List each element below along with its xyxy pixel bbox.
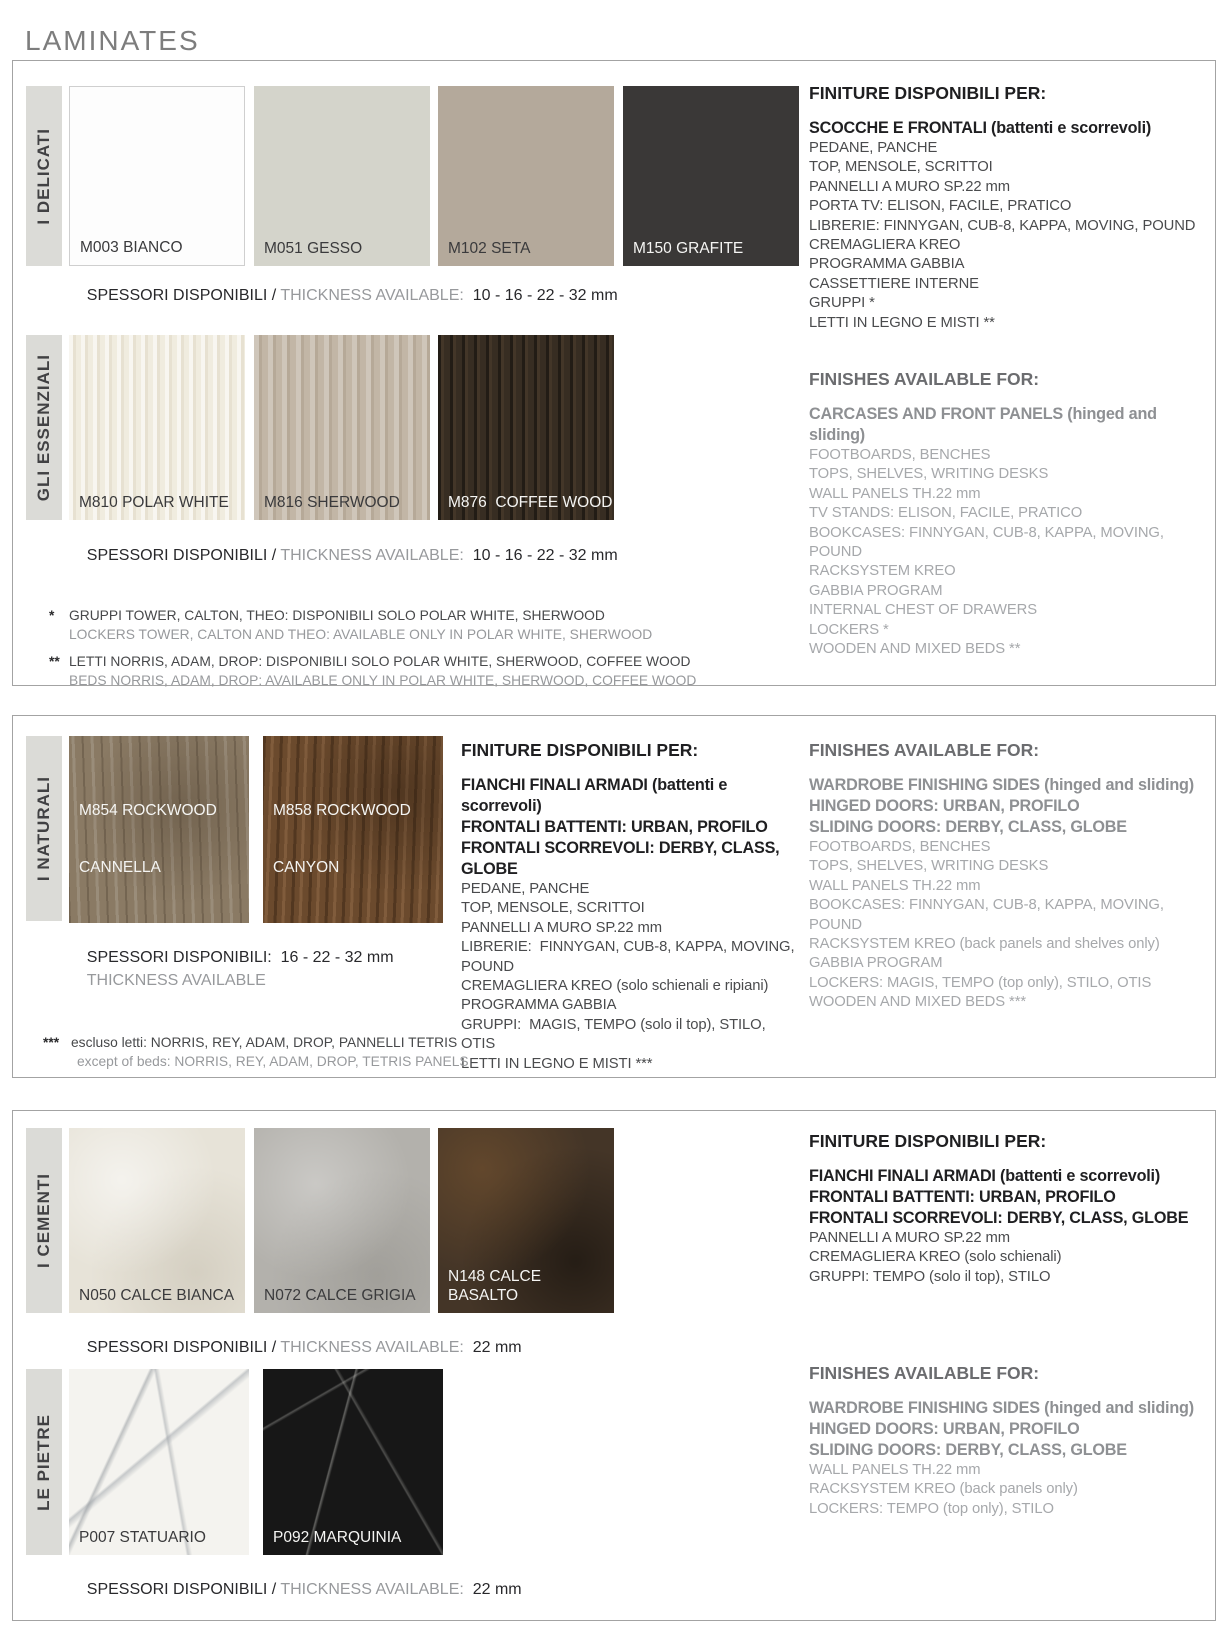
finiture-list (461, 775, 801, 1074)
thickness-label-en: THICKNESS AVAILABLE: (280, 1339, 473, 1356)
finiture-line: CREMAGLIERA KREO (solo schienali) (809, 1249, 1062, 1266)
thickness-label-it: SPESSORI DISPONIBILI / (86, 287, 281, 304)
category-label-pietre (26, 1369, 62, 1555)
finishes-line: LOCKERS: TEMPO (top only), STILO (809, 1500, 1054, 1517)
category-label-text: GLI ESSENZIALI (34, 353, 53, 502)
swatch-label: M854 ROCKWOOD CANNELLA (79, 802, 217, 876)
finiture-line: FIANCHI FINALI ARMADI (battenti e scorrevoli) (809, 1167, 1161, 1185)
thickness-label-it: SPESSORI DISPONIBILI: (86, 949, 281, 966)
swatch-label: N050 CALCE BIANCA (79, 1287, 235, 1304)
finishes-line: TV STANDS: ELISON, FACILE, PRATICO (809, 505, 1083, 522)
swatch-n148-calce-basalto (438, 1128, 614, 1313)
finishes-line: GABBIA PROGRAM (809, 582, 943, 599)
finishes-line: BOOKCASES: FINNYGAN, CUB-8, KAPPA, MOVING, POUND (809, 897, 1168, 933)
finiture-line: GRUPPI * (809, 295, 875, 312)
finiture-line: CASSETTIERE INTERNE (809, 275, 979, 292)
finishes-line: WALL PANELS TH.22 mm (809, 485, 981, 502)
swatch-m003-bianco (69, 86, 245, 266)
finishes-line: WARDROBE FINISHING SIDES (hinged and sliding) (809, 1399, 1194, 1417)
thickness-row-essenziali (69, 529, 618, 583)
thickness-row-cementi (69, 1321, 522, 1375)
swatch-m858-rockwood-canyon (263, 736, 443, 923)
finishes-line: RACKSYSTEM KREO (back panels only) (809, 1481, 1078, 1498)
finiture-line: LETTI IN LEGNO E MISTI ** (809, 314, 995, 331)
finiture-line: PANNELLI A MURO SP.22 mm (809, 1230, 1010, 1246)
finishes-line: LOCKERS * (809, 621, 889, 638)
swatch-label: M858 ROCKWOOD CANYON (273, 802, 411, 876)
section-naturali (12, 715, 1216, 1078)
finiture-heading: FINITURE DISPONIBILI PER: (809, 1131, 1047, 1151)
finiture-line: FRONTALI BATTENTI: URBAN, PROFILO (461, 818, 768, 836)
finiture-line: PANNELLI A MURO SP.22 mm (809, 178, 1010, 195)
category-label-delicati (26, 86, 62, 266)
footnote-double-asterisk (49, 653, 697, 690)
swatch-m051-gesso (254, 86, 430, 266)
finishes-line: FOOTBOARDS, BENCHES (809, 447, 991, 463)
swatch-label: M051 GESSO (264, 240, 363, 257)
footnote-text-it: LETTI NORRIS, ADAM, DROP: DISPONIBILI SOLO POLAR WHITE, SHERWOOD, COFFEE WOOD (69, 654, 691, 669)
swatch-n072-calce-grigia (254, 1128, 430, 1313)
finiture-line: FRONTALI BATTENTI: URBAN, PROFILO (809, 1188, 1116, 1206)
swatch-label: P092 MARQUINIA (273, 1529, 402, 1546)
thickness-values: 10 - 16 - 22 - 32 mm (472, 287, 618, 304)
category-label-text: I DELICATI (34, 127, 53, 225)
swatch-label: N072 CALCE GRIGIA (264, 1287, 416, 1304)
finishes-heading: FINISHES AVAILABLE FOR: (809, 740, 1040, 760)
swatch-label: M876 COFFEE WOOD (448, 494, 613, 511)
thickness-row-pietre (69, 1563, 522, 1617)
thickness-label-en: THICKNESS AVAILABLE (86, 972, 266, 989)
finishes-line: TOPS, SHELVES, WRITING DESKS (809, 858, 1049, 875)
thickness-row-delicati (69, 269, 618, 323)
finiture-line: PEDANE, PANCHE (461, 881, 590, 897)
finishes-line: WOODEN AND MIXED BEDS *** (809, 994, 1027, 1011)
finishes-line: SLIDING DOORS: DERBY, CLASS, GLOBE (809, 1441, 1127, 1459)
finiture-list (809, 1166, 1213, 1287)
swatch-label: N148 CALCE BASALTO (448, 1268, 546, 1304)
thickness-row-naturali-en (69, 954, 266, 1008)
finiture-line: FRONTALI SCORREVOLI: DERBY, CLASS, GLOBE (809, 1209, 1189, 1227)
finishes-heading: FINISHES AVAILABLE FOR: (809, 1363, 1040, 1383)
finiture-heading: FINITURE DISPONIBILI PER: (461, 740, 699, 760)
finiture-line: PROGRAMMA GABBIA (461, 997, 617, 1014)
section-delicati-essenziali (12, 60, 1216, 686)
swatch-m816-sherwood (254, 335, 430, 520)
finishes-line: TOPS, SHELVES, WRITING DESKS (809, 466, 1049, 483)
finishes-line: CARCASES AND FRONT PANELS (hinged and sliding) (809, 405, 1162, 444)
finiture-heading: FINITURE DISPONIBILI PER: (809, 83, 1047, 103)
finiture-line: CREMAGLIERA KREO (solo schienali e ripiani) (461, 978, 769, 995)
finishes-line: BOOKCASES: FINNYGAN, CUB-8, KAPPA, MOVING, POUND (809, 524, 1168, 561)
footnote-text-en: BEDS NORRIS, ADAM, DROP: AVAILABLE ONLY IN POLAR WHITE, SHERWOOD, COFFEE WOOD (69, 672, 697, 688)
footnote-single-asterisk (49, 607, 653, 644)
category-label-text: LE PIETRE (34, 1413, 53, 1511)
swatch-label: P007 STATUARIO (79, 1529, 206, 1546)
finishes-line: RACKSYSTEM KREO (809, 563, 956, 580)
finiture-line: PEDANE, PANCHE (809, 140, 938, 156)
finiture-line: FRONTALI SCORREVOLI: DERBY, CLASS, GLOBE (461, 839, 784, 878)
finiture-list (809, 118, 1213, 333)
finishes-line: RACKSYSTEM KREO (back panels and shelves only) (809, 936, 1160, 953)
category-label-naturali (26, 736, 62, 921)
category-label-cementi (26, 1128, 62, 1313)
finiture-line: LIBRERIE: FINNYGAN, CUB-8, KAPPA, MOVING, POUND (809, 217, 1196, 234)
page-title: LAMINATES (25, 24, 200, 56)
finiture-line: TOP, MENSOLE, SCRITTOI (461, 900, 645, 917)
finishes-line: WARDROBE FINISHING SIDES (hinged and sliding) (809, 776, 1194, 794)
finiture-line: CREMAGLIERA KREO (809, 237, 961, 254)
swatch-m102-seta (438, 86, 614, 266)
finishes-line: INTERNAL CHEST OF DRAWERS (809, 602, 1037, 619)
thickness-label-it: SPESSORI DISPONIBILI / (86, 547, 281, 564)
thickness-label-en: THICKNESS AVAILABLE: (280, 287, 473, 304)
swatch-m854-rockwood-cannella (69, 736, 249, 923)
finiture-line: LIBRERIE: FINNYGAN, CUB-8, KAPPA, MOVING, POUND (461, 939, 799, 975)
swatch-label: M816 SHERWOOD (264, 494, 400, 511)
finishes-line: WOODEN AND MIXED BEDS ** (809, 641, 1021, 658)
finishes-line: WALL PANELS TH.22 mm (809, 877, 981, 894)
finiture-line: TOP, MENSOLE, SCRITTOI (809, 159, 993, 176)
finishes-list (809, 775, 1213, 1013)
finiture-line: GRUPPI: TEMPO (solo il top), STILO (809, 1268, 1051, 1285)
category-label-text: I NATURALI (34, 775, 53, 882)
swatch-n050-calce-bianca (69, 1128, 245, 1313)
thickness-label-it: SPESSORI DISPONIBILI / (86, 1581, 281, 1598)
finiture-line: PANNELLI A MURO SP.22 mm (461, 919, 662, 936)
thickness-values: 22 mm (472, 1581, 522, 1598)
finishes-list (809, 404, 1213, 659)
footnote-text-it: GRUPPI TOWER, CALTON, THEO: DISPONIBILI SOLO POLAR WHITE, SHERWOOD (69, 608, 605, 623)
finishes-line: HINGED DOORS: URBAN, PROFILO (809, 1420, 1080, 1438)
swatch-label: M003 BIANCO (80, 239, 183, 256)
category-label-text: I CEMENTI (34, 1173, 53, 1268)
finishes-line: FOOTBOARDS, BENCHES (809, 839, 991, 855)
footnote-triple-asterisk (43, 1034, 469, 1071)
finishes-line: GABBIA PROGRAM (809, 955, 943, 972)
category-label-essenziali (26, 335, 62, 520)
finishes-line: HINGED DOORS: URBAN, PROFILO (809, 797, 1080, 815)
finiture-line: LETTI IN LEGNO E MISTI *** (461, 1055, 653, 1072)
footnote-marker: ** (49, 654, 60, 669)
finishes-line: WALL PANELS TH.22 mm (809, 1462, 981, 1478)
swatch-label: M102 SETA (448, 240, 531, 257)
swatch-label: M150 GRAFITE (633, 240, 744, 257)
finishes-line: LOCKERS: MAGIS, TEMPO (top only), STILO, OTIS (809, 974, 1152, 991)
footnote-text-en: except of beds: NORRIS, REY, ADAM, DROP, TETRIS PANELS (77, 1053, 469, 1069)
thickness-label-en: THICKNESS AVAILABLE: (280, 547, 473, 564)
footnote-marker: * (49, 608, 55, 623)
section-cementi-pietre (12, 1110, 1216, 1621)
thickness-values: 10 - 16 - 22 - 32 mm (472, 547, 618, 564)
swatch-p007-statuario (69, 1369, 249, 1555)
footnote-text-en: LOCKERS TOWER, CALTON AND THEO: AVAILABLE ONLY IN POLAR WHITE, SHERWOOD (69, 626, 653, 642)
footnote-text-it: escluso letti: NORRIS, REY, ADAM, DROP, PANNELLI TETRIS (71, 1035, 458, 1050)
thickness-values: 16 - 22 - 32 mm (280, 949, 394, 966)
finiture-line: SCOCCHE E FRONTALI (battenti e scorrevoli) (809, 119, 1152, 137)
footnote-marker: *** (43, 1035, 60, 1050)
finishes-list (809, 1398, 1213, 1519)
swatch-label: M810 POLAR WHITE (79, 494, 229, 511)
finiture-line: PORTA TV: ELISON, FACILE, PRATICO (809, 198, 1072, 215)
thickness-values: 22 mm (472, 1339, 522, 1356)
finiture-line: GRUPPI: MAGIS, TEMPO (solo il top), STILO, OTIS (461, 1016, 770, 1053)
finiture-line: FIANCHI FINALI ARMADI (battenti e scorrevoli) (461, 776, 732, 815)
finishes-line: SLIDING DOORS: DERBY, CLASS, GLOBE (809, 818, 1127, 836)
swatch-m876-coffee-wood (438, 335, 614, 520)
swatch-m150-grafite (623, 86, 799, 266)
finishes-heading: FINISHES AVAILABLE FOR: (809, 369, 1040, 389)
thickness-label-en: THICKNESS AVAILABLE: (280, 1581, 473, 1598)
swatch-m810-polar-white (69, 335, 245, 520)
swatch-p092-marquinia (263, 1369, 443, 1555)
thickness-label-it: SPESSORI DISPONIBILI / (86, 1339, 281, 1356)
finiture-line: PROGRAMMA GABBIA (809, 256, 965, 273)
